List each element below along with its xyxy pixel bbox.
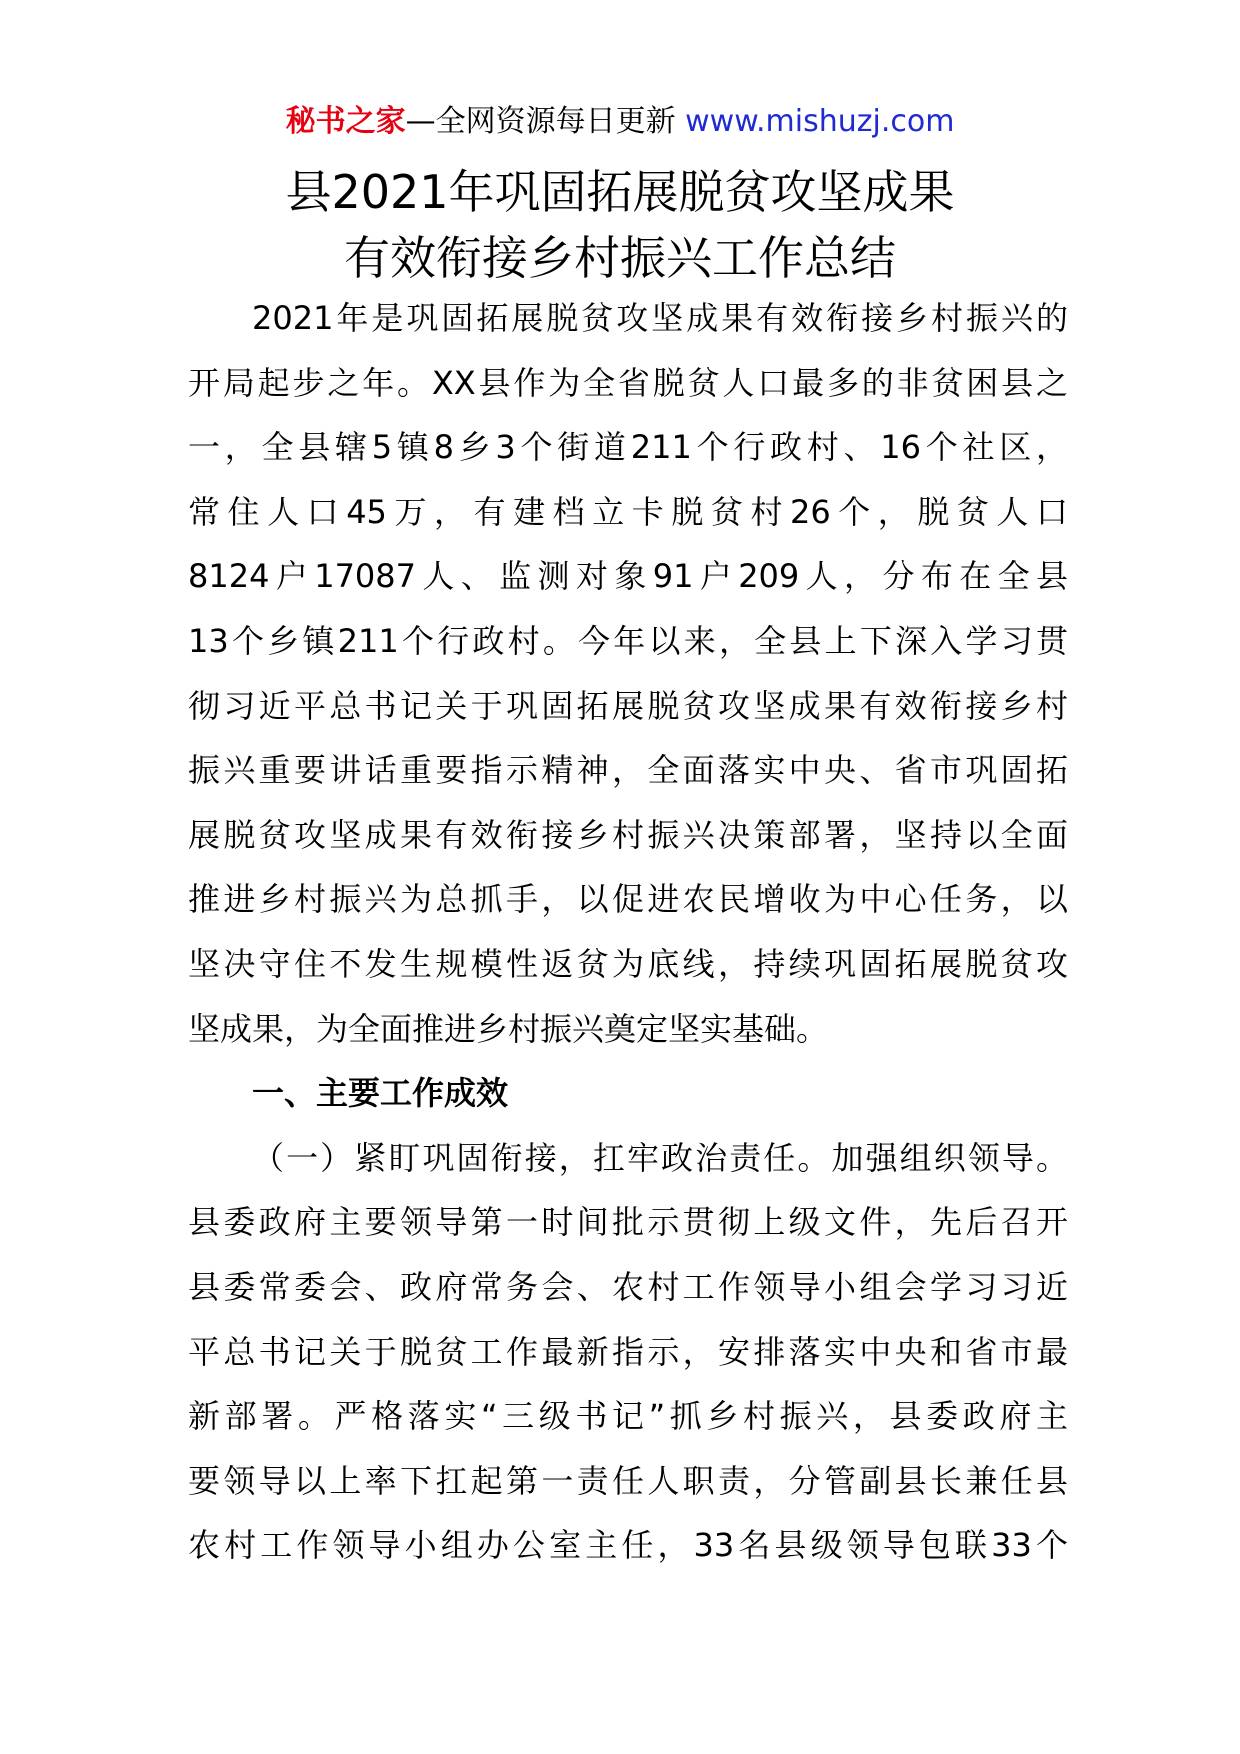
text-line: 振兴重要讲话重要指示精神，全面落实中央、省市巩固拓 xyxy=(188,751,1068,790)
document-title-line-2: 有效衔接乡村振兴工作总结 xyxy=(344,231,896,285)
text-line: 坚成果，为全面推进乡村振兴奠定坚实基础。 xyxy=(188,1009,829,1048)
site-brand: 秘书之家 xyxy=(285,104,406,139)
text-line: 常住人口45万，有建档立卡脱贫村26个，脱贫人口 xyxy=(188,492,1068,531)
site-slogan: —全网资源每日更新 xyxy=(405,104,676,139)
text-line: 新部署。严格落实“三级书记”抓乡村振兴，县委政府主 xyxy=(188,1397,1068,1436)
site-url-link[interactable]: www.mishuzj.com xyxy=(685,104,955,139)
text-line: 县委政府主要领导第一时间批示贯彻上级文件，先后召开 xyxy=(188,1203,1068,1242)
text-line: 8124户17087人、监测对象91户209人，分布在全县 xyxy=(188,557,1068,596)
text-line: 农村工作领导小组办公室主任，33名县级领导包联33个 xyxy=(188,1526,1068,1565)
site-header xyxy=(0,100,1240,144)
document-title-line-1: 县2021年巩固拓展脱贫攻坚成果 xyxy=(285,165,955,219)
intro-paragraph xyxy=(188,286,1068,1061)
text-line: 要领导以上率下扛起第一责任人职责，分管副县长兼任县 xyxy=(188,1461,1068,1500)
text-line: 13个乡镇211个行政村。今年以来，全县上下深入学习贯 xyxy=(188,621,1068,660)
text-line: 彻习近平总书记关于巩固拓展脱贫攻坚成果有效衔接乡村 xyxy=(188,686,1068,725)
section-heading: 一、主要工作成效 xyxy=(252,1074,509,1113)
text-line: （一）紧盯巩固衔接，扛牢政治责任。加强组织领导。 xyxy=(252,1138,1068,1177)
text-line: 展脱贫攻坚成果有效衔接乡村振兴决策部署，坚持以全面 xyxy=(188,815,1068,854)
text-line: 一，全县辖5镇8乡3个街道211个行政村、16个社区， xyxy=(188,428,1068,467)
document-body xyxy=(188,286,1068,1578)
text-line: 推进乡村振兴为总抓手，以促进农民增收为中心任务，以 xyxy=(188,880,1068,919)
text-line: 坚决守住不发生规模性返贫为底线，持续巩固拓展脱贫攻 xyxy=(188,944,1068,983)
text-line: 县委常委会、政府常务会、农村工作领导小组会学习习近 xyxy=(188,1267,1068,1306)
text-line: 2021年是巩固拓展脱贫攻坚成果有效衔接乡村振兴的 xyxy=(252,299,1068,337)
text-line: 平总书记关于脱贫工作最新指示，安排落实中央和省市最 xyxy=(188,1332,1068,1371)
section1-paragraph xyxy=(188,1126,1068,1578)
text-line: 开局起步之年。XX县作为全省脱贫人口最多的非贫困县之 xyxy=(188,363,1068,402)
